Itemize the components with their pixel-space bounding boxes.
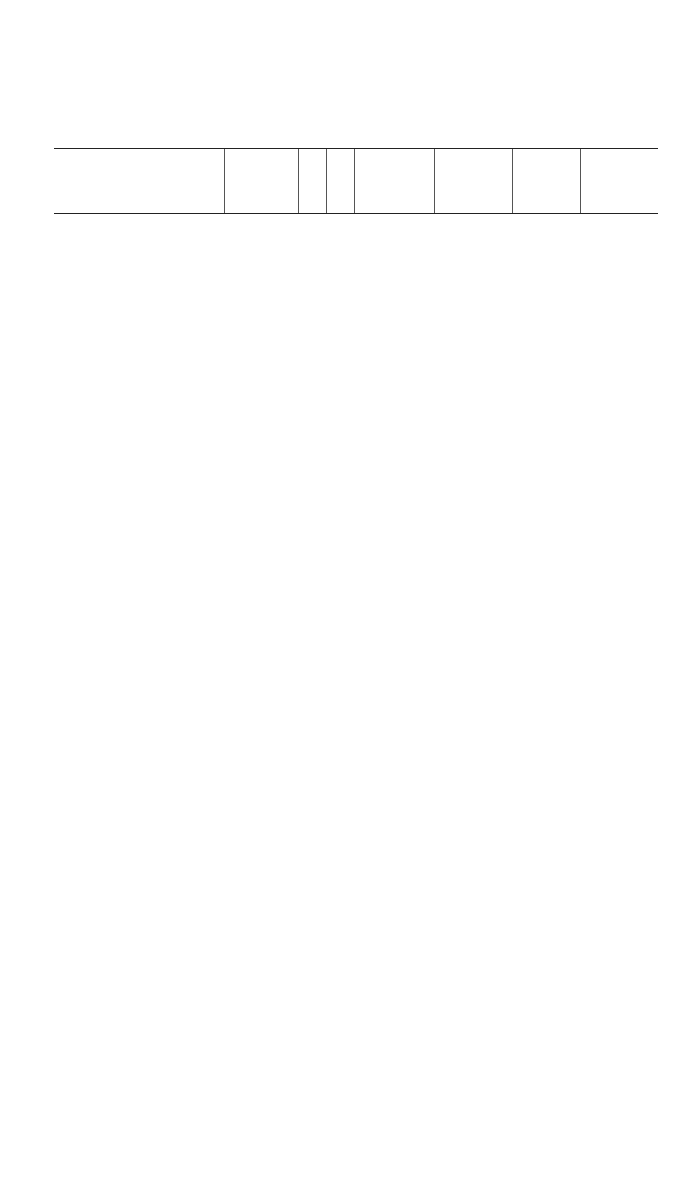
header-row — [54, 149, 658, 214]
header-worth — [354, 149, 434, 214]
friendly-societies-table — [54, 148, 658, 214]
header-sick — [434, 149, 512, 214]
header-name — [54, 149, 224, 214]
header-mgmt — [512, 149, 580, 214]
header-place — [224, 149, 298, 214]
header-year — [298, 149, 326, 214]
header-surplus — [580, 149, 658, 214]
header-members — [326, 149, 354, 214]
